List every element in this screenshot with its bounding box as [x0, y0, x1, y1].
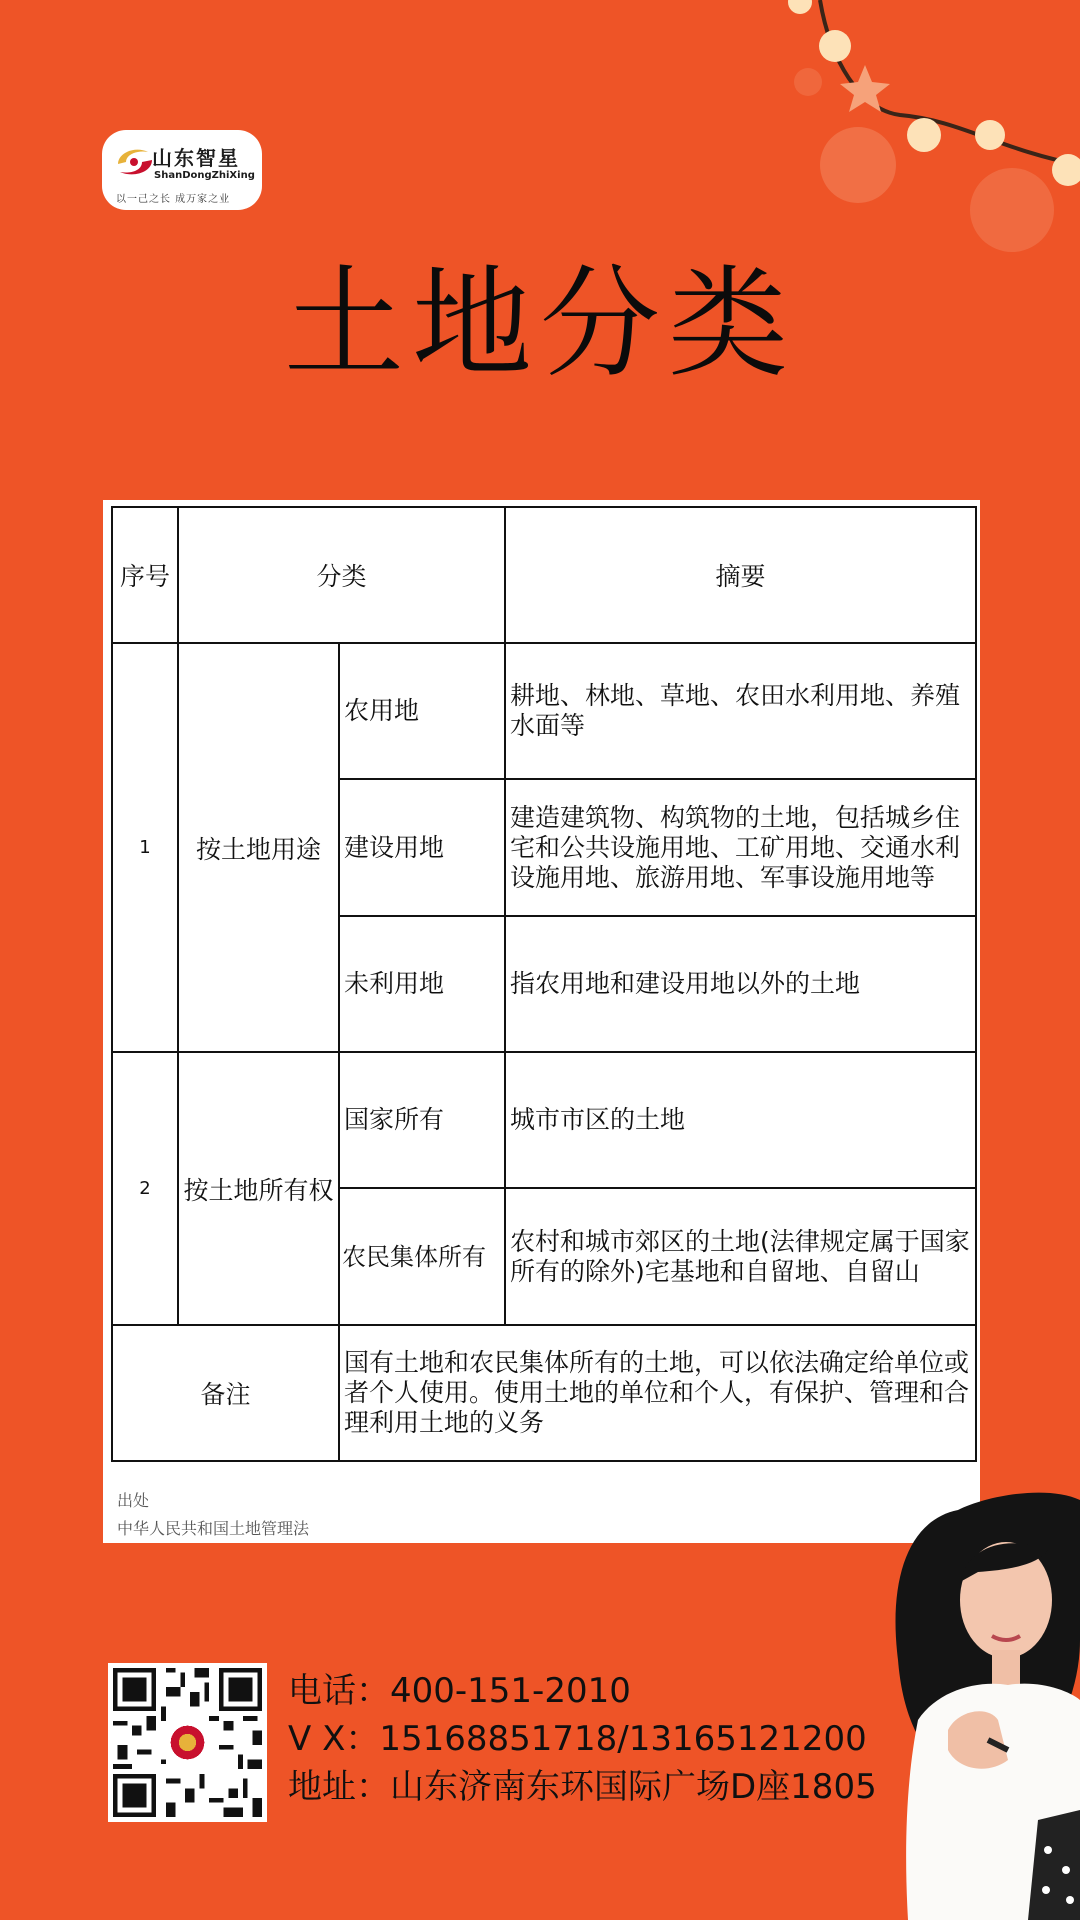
logo-swirl-icon [112, 144, 156, 180]
brand-name-en: ShanDongZhiXing [154, 170, 255, 181]
presenter-photo [888, 1490, 1080, 1920]
land-summary: 城市市区的土地 [505, 1052, 976, 1188]
land-type: 未利用地 [339, 916, 505, 1052]
contact-wechat: V X：15168851718/13165121200 [288, 1719, 867, 1759]
source-citation [117, 1487, 309, 1543]
header-category: 分类 [178, 507, 505, 643]
contact-address: 地址：山东济南东环国际广场D座1805 [288, 1767, 877, 1807]
group-criterion: 按土地用途 [178, 643, 339, 1052]
land-summary: 农村和城市郊区的土地(法律规定属于国家所有的除外)宅基地和自留地、自留山 [505, 1188, 976, 1325]
land-type: 建设用地 [339, 779, 505, 916]
table-row [112, 643, 976, 779]
header-summary: 摘要 [505, 507, 976, 643]
land-type: 农民集体所有 [339, 1188, 505, 1325]
group-seq: 1 [112, 643, 178, 1052]
brand-name-cn: 山东智星 [152, 146, 240, 170]
group-criterion: 按土地所有权 [178, 1052, 339, 1325]
brand-slogan: 以一己之长 成万家之业 [116, 194, 231, 205]
contact-info [288, 1667, 877, 1811]
table-row [112, 1052, 976, 1188]
header-seq: 序号 [112, 507, 178, 643]
qr-code [108, 1663, 267, 1822]
source-label: 出处 [117, 1491, 150, 1510]
land-classification-table [111, 506, 977, 1462]
page-title: 土地分类 [284, 255, 796, 394]
note-text: 国有土地和农民集体所有的土地，可以依法确定给单位或者个人使用。使用土地的单位和个人，有保护、管理和合理利用土地的义务 [339, 1325, 976, 1461]
land-type: 农用地 [339, 643, 505, 779]
land-summary: 指农用地和建设用地以外的土地 [505, 916, 976, 1052]
land-type: 国家所有 [339, 1052, 505, 1188]
table-note-row [112, 1325, 976, 1461]
table-header-row [112, 507, 976, 643]
brand-logo [102, 130, 262, 210]
contact-phone: 电话：400-151-2010 [288, 1671, 631, 1711]
land-summary: 建造建筑物、构筑物的土地，包括城乡住宅和公共设施用地、工矿用地、交通水利设施用地、旅游用地、军事设施用地等 [505, 779, 976, 916]
land-classification-card [103, 500, 980, 1543]
land-summary: 耕地、林地、草地、农田水利用地、养殖水面等 [505, 643, 976, 779]
source-text: 中华人民共和国土地管理法 [117, 1519, 310, 1538]
note-label: 备注 [112, 1325, 339, 1461]
group-seq: 2 [112, 1052, 178, 1325]
